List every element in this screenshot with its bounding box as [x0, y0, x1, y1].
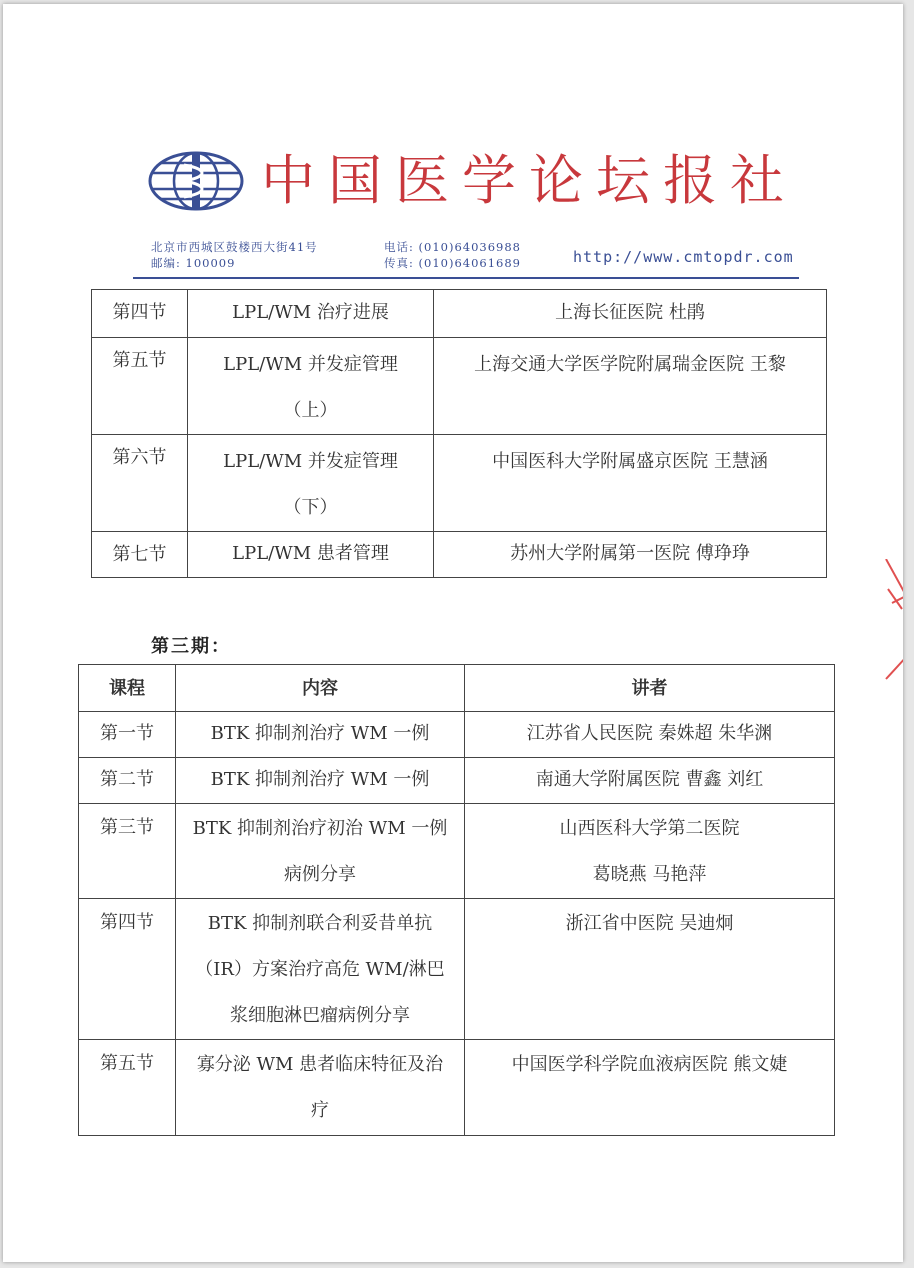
content-cell [176, 804, 465, 899]
content-cell [188, 338, 434, 435]
speaker-line: 南通大学附属医院 曹鑫 刘红 [535, 769, 764, 790]
speaker-cell [465, 899, 835, 1040]
phone-block [384, 239, 521, 271]
speaker-line: 葛晓燕 马艳萍 [592, 864, 707, 885]
speaker-line: 上海长征医院 杜鹃 [555, 302, 705, 323]
speaker-line: 中国医科大学附属盛京医院 王慧涵 [492, 451, 768, 472]
globe-caduceus-logo [148, 151, 244, 211]
period-heading: 第三期： [151, 636, 231, 657]
speaker-cell [465, 1040, 835, 1136]
section-cell: 第四节 [92, 290, 188, 338]
table-row [79, 804, 835, 899]
table-row [92, 338, 827, 435]
table-row [79, 758, 835, 804]
table-row [79, 899, 835, 1040]
speaker-cell [434, 435, 827, 532]
content-cell [176, 1040, 465, 1136]
section-cell: 第五节 [92, 338, 188, 435]
content-line: LPL/WM 并发症管理 [223, 451, 398, 472]
document-page [3, 4, 903, 1262]
speaker-cell [465, 758, 835, 804]
table-row [92, 435, 827, 532]
schedule-table-continued [91, 289, 827, 578]
content-cell [176, 899, 465, 1040]
header-course: 课程 [79, 665, 176, 712]
content-line: 病例分享 [284, 864, 356, 885]
speaker-line: 江苏省人民医院 秦姝超 朱华渊 [526, 723, 773, 744]
content-line: BTK 抑制剂治疗 WM 一例 [210, 723, 430, 744]
header-speaker: 讲者 [465, 665, 835, 712]
content-line: BTK 抑制剂联合利妥昔单抗 [207, 913, 433, 934]
postcode-line: 邮编: 100009 [151, 256, 236, 270]
speaker-line: 浙江省中医院 吴迪炯 [565, 913, 734, 934]
table-row [92, 290, 827, 338]
schedule-table-period-3 [78, 664, 835, 1136]
section-cell: 第二节 [79, 758, 176, 804]
speaker-line: 上海交通大学医学院附属瑞金医院 王黎 [474, 354, 786, 375]
content-cell [188, 435, 434, 532]
table-row [79, 712, 835, 758]
section-cell: 第七节 [92, 532, 188, 578]
website-url: http://www.cmtopdr.com [573, 248, 794, 266]
org-name: 中国医学论坛报社 [261, 149, 797, 212]
section-cell: 第三节 [79, 804, 176, 899]
section-cell: 第一节 [79, 712, 176, 758]
content-line: BTK 抑制剂治疗初治 WM 一例 [192, 818, 448, 839]
content-line: 寡分泌 WM 患者临床特征及治 [196, 1054, 444, 1075]
content-line: （下） [283, 497, 338, 518]
content-line: 浆细胞淋巴瘤病例分享 [230, 1005, 410, 1026]
section-cell: 第五节 [79, 1040, 176, 1136]
content-line: BTK 抑制剂治疗 WM 一例 [210, 769, 430, 790]
speaker-line: 苏州大学附属第一医院 傅琤琤 [510, 543, 750, 564]
content-cell [176, 758, 465, 804]
speaker-line: 山西医科大学第二医院 [559, 818, 740, 839]
header-content: 内容 [176, 665, 465, 712]
speaker-line: 中国医学科学院血液病医院 熊文婕 [511, 1054, 788, 1075]
speaker-cell [465, 804, 835, 899]
content-cell [188, 290, 434, 338]
section-cell: 第六节 [92, 435, 188, 532]
content-cell [176, 712, 465, 758]
content-cell [188, 532, 434, 578]
section-cell: 第四节 [79, 899, 176, 1040]
seal-edge-mark [878, 559, 903, 699]
content-line: （IR）方案治疗高危 WM/淋巴 [195, 959, 445, 980]
address-line: 北京市西城区鼓楼西大街41号 [151, 240, 318, 254]
table-row [92, 532, 827, 578]
speaker-cell [434, 338, 827, 435]
phone-line: 电话: (010)64036988 [384, 240, 521, 254]
speaker-cell [434, 532, 827, 578]
content-line: LPL/WM 治疗进展 [232, 302, 389, 323]
content-line: （上） [283, 400, 338, 421]
content-line: 疗 [311, 1100, 329, 1121]
table-header-row [79, 665, 835, 712]
content-line: LPL/WM 患者管理 [232, 543, 389, 564]
content-line: LPL/WM 并发症管理 [223, 354, 398, 375]
table-row [79, 1040, 835, 1136]
speaker-cell [465, 712, 835, 758]
letterhead-divider [133, 277, 799, 279]
address-block [151, 239, 318, 271]
speaker-cell [434, 290, 827, 338]
fax-line: 传真: (010)64061689 [384, 256, 521, 270]
